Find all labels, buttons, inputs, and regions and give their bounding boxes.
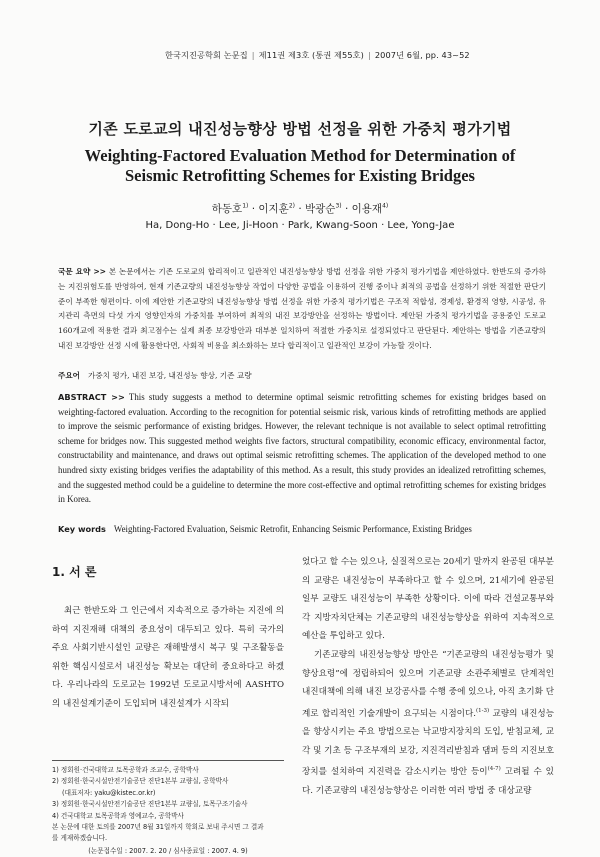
body-text: 고려될 수 있다. 기존교량의 내진성능향상은 이러한 여러 방법 중 대상교량 bbox=[302, 767, 554, 796]
footnote: 3) 정회원·한국시설안전기술공단 진단1본부 교량실, 토목구조기술사 bbox=[52, 800, 248, 809]
authors-korean bbox=[0, 201, 600, 216]
abstract-english bbox=[58, 390, 546, 507]
author-name: 박광순 bbox=[305, 203, 336, 215]
submission-dates: (논문접수일 : 2007. 2. 20 / 심사종료일 : 2007. 4. 9) bbox=[88, 846, 248, 855]
citation-marker: (4-7) bbox=[487, 766, 501, 773]
body-paragraph: 었다고 할 수는 있으나, 실질적으로는 20세기 말까지 완공된 대부분의 교량은 내진성능이 부족하다고 할 수 있으며, 21세기에 완공된 일부 교량도 내진성능이 부족한 상황이다. 이에 따라 건설교통부와 각 지방자치단체는 기존교량의 내진성능향상을 위하여 지속적으로 예산을 투입하고 있다. bbox=[302, 557, 554, 642]
title-english bbox=[0, 146, 600, 186]
keywords-korean-text: 가중치 평가, 내진 보강, 내진성능 향상, 기존 교량 bbox=[88, 371, 252, 380]
keywords-korean bbox=[58, 370, 546, 381]
keywords-english-label: Key words bbox=[58, 524, 106, 534]
title-english-line1: Weighting-Factored Evaluation Method for Determination of bbox=[84, 146, 516, 165]
keywords-english-text: Weighting-Factored Evaluation, Seismic Retrofit, Enhancing Seismic Performance, Existing Bridges bbox=[113, 524, 472, 534]
footnote: 1) 정회원·건국대학교 토목공학과 조교수, 공학박사 bbox=[52, 766, 199, 774]
body-column-right bbox=[302, 553, 554, 800]
footnote-email: (대표저자: yaku@kistec.or.kr) bbox=[62, 788, 156, 797]
body-paragraph bbox=[302, 646, 554, 800]
author-separator: · bbox=[248, 203, 259, 215]
author-separator: · bbox=[294, 203, 305, 215]
author-name: 이용재 bbox=[351, 203, 383, 215]
authors-english: Ha, Dong-Ho · Lee, Ji-Hoon · Park, Kwang-Soon · Lee, Yong-Jae bbox=[145, 220, 455, 231]
author-affiliation-mark: 2) bbox=[288, 202, 295, 210]
keywords-korean-label: 주요어 bbox=[58, 371, 81, 380]
author-name: 이지훈 bbox=[258, 203, 289, 215]
abstract-korean-label: 국문 요약 >> bbox=[58, 267, 107, 276]
body-text: 기존교량의 내진성능향상 방안은 “기존교량의 내진성능평가 및 향상요령”에 정립하되어 있으며 기존교량 소관주체별로 단계적인 내진대책에 의해 내진 보강공사를 수행 중에 있으나, 아직 초기화 단계로 합리적인 기술개발이 요구되는 시점이다. bbox=[302, 649, 554, 719]
author-affiliation-mark: 4) bbox=[382, 202, 389, 210]
abstract-korean bbox=[58, 265, 546, 354]
journal-date-pages: 2007년 6월, pp. 43~52 bbox=[374, 50, 470, 60]
body-paragraph: 최근 한반도와 그 인근에서 지속적으로 증가하는 지진에 의하여 지진재해 대책의 중요성이 대두되고 있다. 특히 국가의 주요 사회기반시설인 교량은 재해발생시 복구 및 구조활동을 위한 핵심시설로서 내진성능 확보는 대단히 중요하다고 하겠다. 우리나라의 도로교는 1992년 도로교시방서에 AASHTO의 내진설계기준이 도입되며 내진설계가 시작되 bbox=[52, 606, 284, 709]
author-separator: · bbox=[341, 203, 352, 215]
author-affiliation-mark: 3) bbox=[335, 202, 342, 210]
footnote: 4) 건국대학교 토목공학과 영예교수, 공학박사 bbox=[52, 811, 184, 820]
author-name: 하동호 bbox=[211, 203, 243, 215]
abstract-english-text: This study suggests a method to determine optimal seismic retrofitting schemes for existing bridges based on weighting-factored evaluation. According to the recognition for potential seismic risk, various kinds of retrofitting methods are applied to improve the seismic performance of existing bridges. However, the relevant technique is not available to select optimal retrofitting scheme for bridges now. This suggested method weights five factors, structural compatibility, economic efficacy, environmental factor, constructability and maintenance, and draws out optimal seismic retrofitting schemes. The application of the developed method to one hundred sixty existing bridges verifies the adaptability of this method. As a result, this study provides an idealized retrofitting schemes, and the suggested method could be a guideline to determine the more cost-effective and optimal retrofitting schemes for existing bridges in Korea. bbox=[58, 392, 546, 505]
discussion-notice: 를 게재하겠습니다. bbox=[52, 834, 108, 843]
section-heading-introduction: 1. 서 론 bbox=[52, 565, 97, 579]
title-korean: 기존 도로교의 내진성능향상 방법 선정을 위한 가중치 평가기법 bbox=[88, 120, 512, 138]
footnote: 2) 정회원·한국시설안전기술공단 진단1본부 교량실, 공학박사 bbox=[52, 777, 229, 786]
body-text: 교량의 내진성능을 향상시키는 주요 방법으로는 낙교방지장치의 도입, 받침교체, 교각 및 기초 등 구조부재의 보강, 지진격리받침과 댐퍼 등의 지진보호장치를 설치하여 지진력을 감소시키는 방안 등이 bbox=[302, 708, 555, 778]
body-column-left bbox=[52, 563, 284, 714]
citation-marker: (1-3) bbox=[475, 707, 490, 714]
title-english-line2: Seismic Retrofitting Schemes for Existing Bridges bbox=[125, 166, 475, 185]
discussion-notice: 본 논문에 대한 토의를 2007년 8월 31일까지 학회로 보내 주시면 그 결과 bbox=[52, 823, 264, 832]
footnotes bbox=[52, 760, 284, 857]
running-header: 한국지진공학회 논문집 | 제11권 제3호 (통권 제55호) | 2007년 6월, pp. 43~52 bbox=[165, 50, 470, 60]
journal-volume: 제11권 제3호 (통권 제55호) bbox=[258, 50, 364, 60]
keywords-english bbox=[58, 524, 546, 534]
journal-name: 한국지진공학회 논문집 bbox=[165, 50, 248, 60]
author-affiliation-mark: 1) bbox=[242, 202, 249, 210]
abstract-korean-text: 본 논문에서는 기존 도로교의 합리적이고 일관적인 내진성능향상 방법 선정을 위한 가중치 평가기법을 제안하였다. 한반도의 증가하는 지진위험도를 반영하여, 현재 기존교량의 내진성능향상 작업이 다양한 공법을 이용하여 진행 중이나 최적의 공법을 선정하기 위한 적절한 판단기준이 부족한 형편이다. 이에 제안한 기존교량의 내진성능향상 방법 선정을 위한 가중치 평가기법은 구조적 적합성, 경제성, 환경적 영향, 시공성, 유지관리 측면의 다섯 가지 영향인자의 가중치를 부여하여 최적의 내진 보강방안을 선정하는 방법이다. 제안된 가중치 평가기법을 공용중인 도로교 160개교에 적용한 결과 최고점수는 실제 최종 보강방안과 대부분 일치하여 적절한 가중치로 설정되었다고 판단된다. 제안하는 방법을 기존교량의 내진 보강방안 선정 시에 활용한다면, 사회적 비용을 최소화하는 보다 합리적이고 일관적인 보강이 가능할 것이다. bbox=[58, 267, 547, 350]
abstract-english-label: ABSTRACT >> bbox=[58, 392, 125, 402]
